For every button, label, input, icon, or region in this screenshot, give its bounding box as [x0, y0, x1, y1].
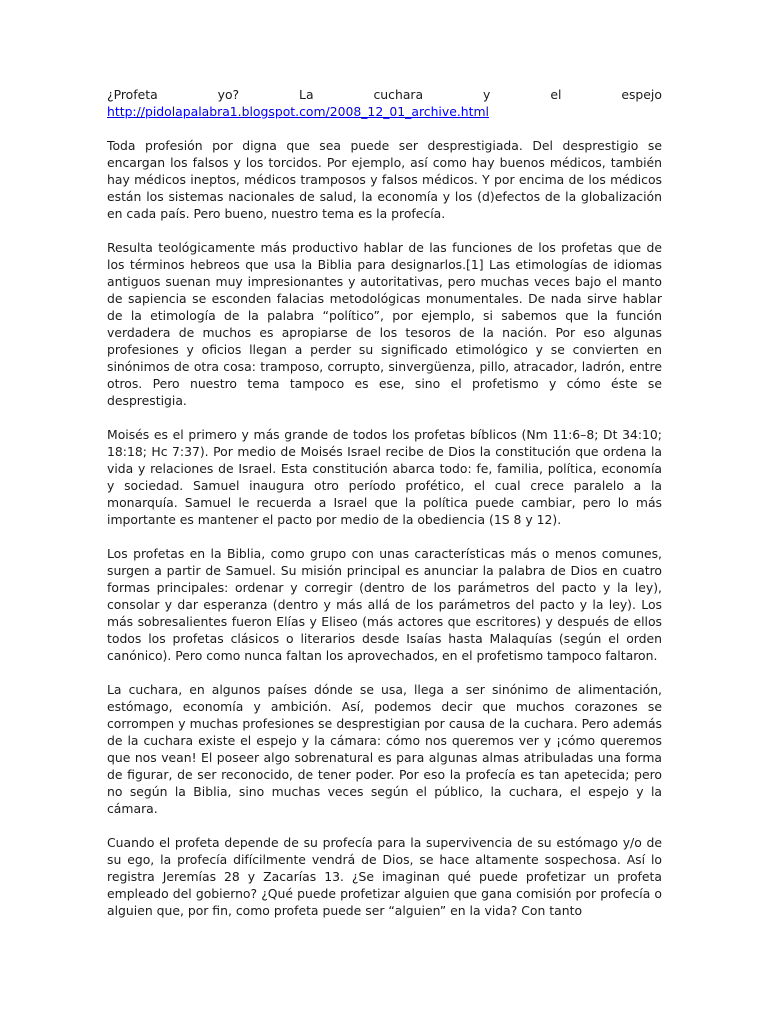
- document-page: [107, 86, 662, 936]
- title-word: y: [483, 87, 491, 102]
- paragraph: La cuchara, en algunos países dónde se usa, llega a ser sinónimo de alimentación, estómago, economía y ambición. Así, podemos decir que muchos corazones se corrompen y muchas profesiones se desprestigian por causa de la cuchara. Pero además de la cuchara existe el espejo y la cámara: cómo nos queremos ver y ¡cómo queremos que nos vean! El poseer algo sobrenatural es para algunas almas atribuladas una forma de figurar, de ser reconocido, de tener poder. Por eso la profecía es tan apetecida; pero no según la Biblia, sino muchas veces según el público, la cuchara, el espejo y la cámara.: [107, 682, 662, 816]
- paragraph: Cuando el profeta depende de su profecía para la supervivencia de su estómago y/o de su ego, la profecía difícilmente vendrá de Dios, se hace altamente sospechosa. Así lo registra Jeremías 28 y Zacarías 13. ¿Se imaginan qué puede profetizar un profeta empleado del gobierno? ¿Qué puede profetizar alguien que gana comisión por profecía o alguien que, por fin, como profeta puede ser “alguien” en la vida? Con tanto: [107, 835, 662, 918]
- title-word: La: [299, 87, 314, 102]
- paragraph: Moisés es el primero y más grande de todos los profetas bíblicos (Nm 11:6–8; Dt 34:10; 18:18; Hc 7:37). Por medio de Moisés Israel recibe de Dios la constitución que ordena la vida y relaciones de Israel. Esta constitución abarca todo: fe, familia, política, economía y sociedad. Samuel inaugura otro período profético, el cual crece paralelo a la monarquía. Samuel le recuerda a Israel que la política puede cambiar, pero lo más importante es mantener el pacto por medio de la obediencia (1S 8 y 12).: [107, 427, 662, 527]
- title-word: ¿Profeta: [107, 87, 158, 102]
- paragraph: Los profetas en la Biblia, como grupo con unas características más o menos comunes, surgen a partir de Samuel. Su misión principal es anunciar la palabra de Dios en cuatro formas principales: ordenar y corregir (dentro de los parámetros del pacto y la ley), consolar y dar esperanza (dentro y más allá de los parámetros del pacto y la ley). Los más sobresalientes fueron Elías y Eliseo (más actores que escritores) y después de ellos todos los profetas clásicos o literarios desde Isaías hasta Malaquías (según el orden canónico). Pero como nunca faltan los aprovechados, en el profetismo tampoco faltaron.: [107, 546, 662, 663]
- source-link[interactable]: http://pidolapalabra1.blogspot.com/2008_12_01_archive.html: [107, 104, 489, 119]
- title-word: el: [550, 87, 562, 102]
- title-word: espejo: [621, 87, 662, 102]
- title-word: yo?: [217, 87, 240, 102]
- document-title: [107, 86, 662, 103]
- title-word: cuchara: [373, 87, 424, 102]
- paragraph: Toda profesión por digna que sea puede ser desprestigiada. Del desprestigio se encargan los falsos y los torcidos. Por ejemplo, así como hay buenos médicos, también hay médicos ineptos, médicos tramposos y falsos médicos. Y por encima de los médicos están los sistemas nacionales de salud, la economía y los (d)efectos de la globalización en cada país. Pero bueno, nuestro tema es la profecía.: [107, 138, 662, 221]
- paragraph: Resulta teológicamente más productivo hablar de las funciones de los profetas que de los términos hebreos que usa la Biblia para designarlos.[1] Las etimologías de idiomas antiguos suenan muy impresionantes y autoritativas, pero muchas veces bajo el manto de sapiencia se esconden falacias metodológicas monumentales. De nada sirve hablar de la etimología de la palabra “político”, por ejemplo, si sabemos que la función verdadera de muchos es apropiarse de los tesoros de la nación. Por eso algunas profesiones y oficios llegan a perder su significado etimológico y se convierten en sinónimos de otra cosa: tramposo, corrupto, sinvergüenza, pillo, atracador, ladrón, entre otros. Pero nuestro tema tampoco es ese, sino el profetismo y cómo éste se desprestigia.: [107, 240, 662, 408]
